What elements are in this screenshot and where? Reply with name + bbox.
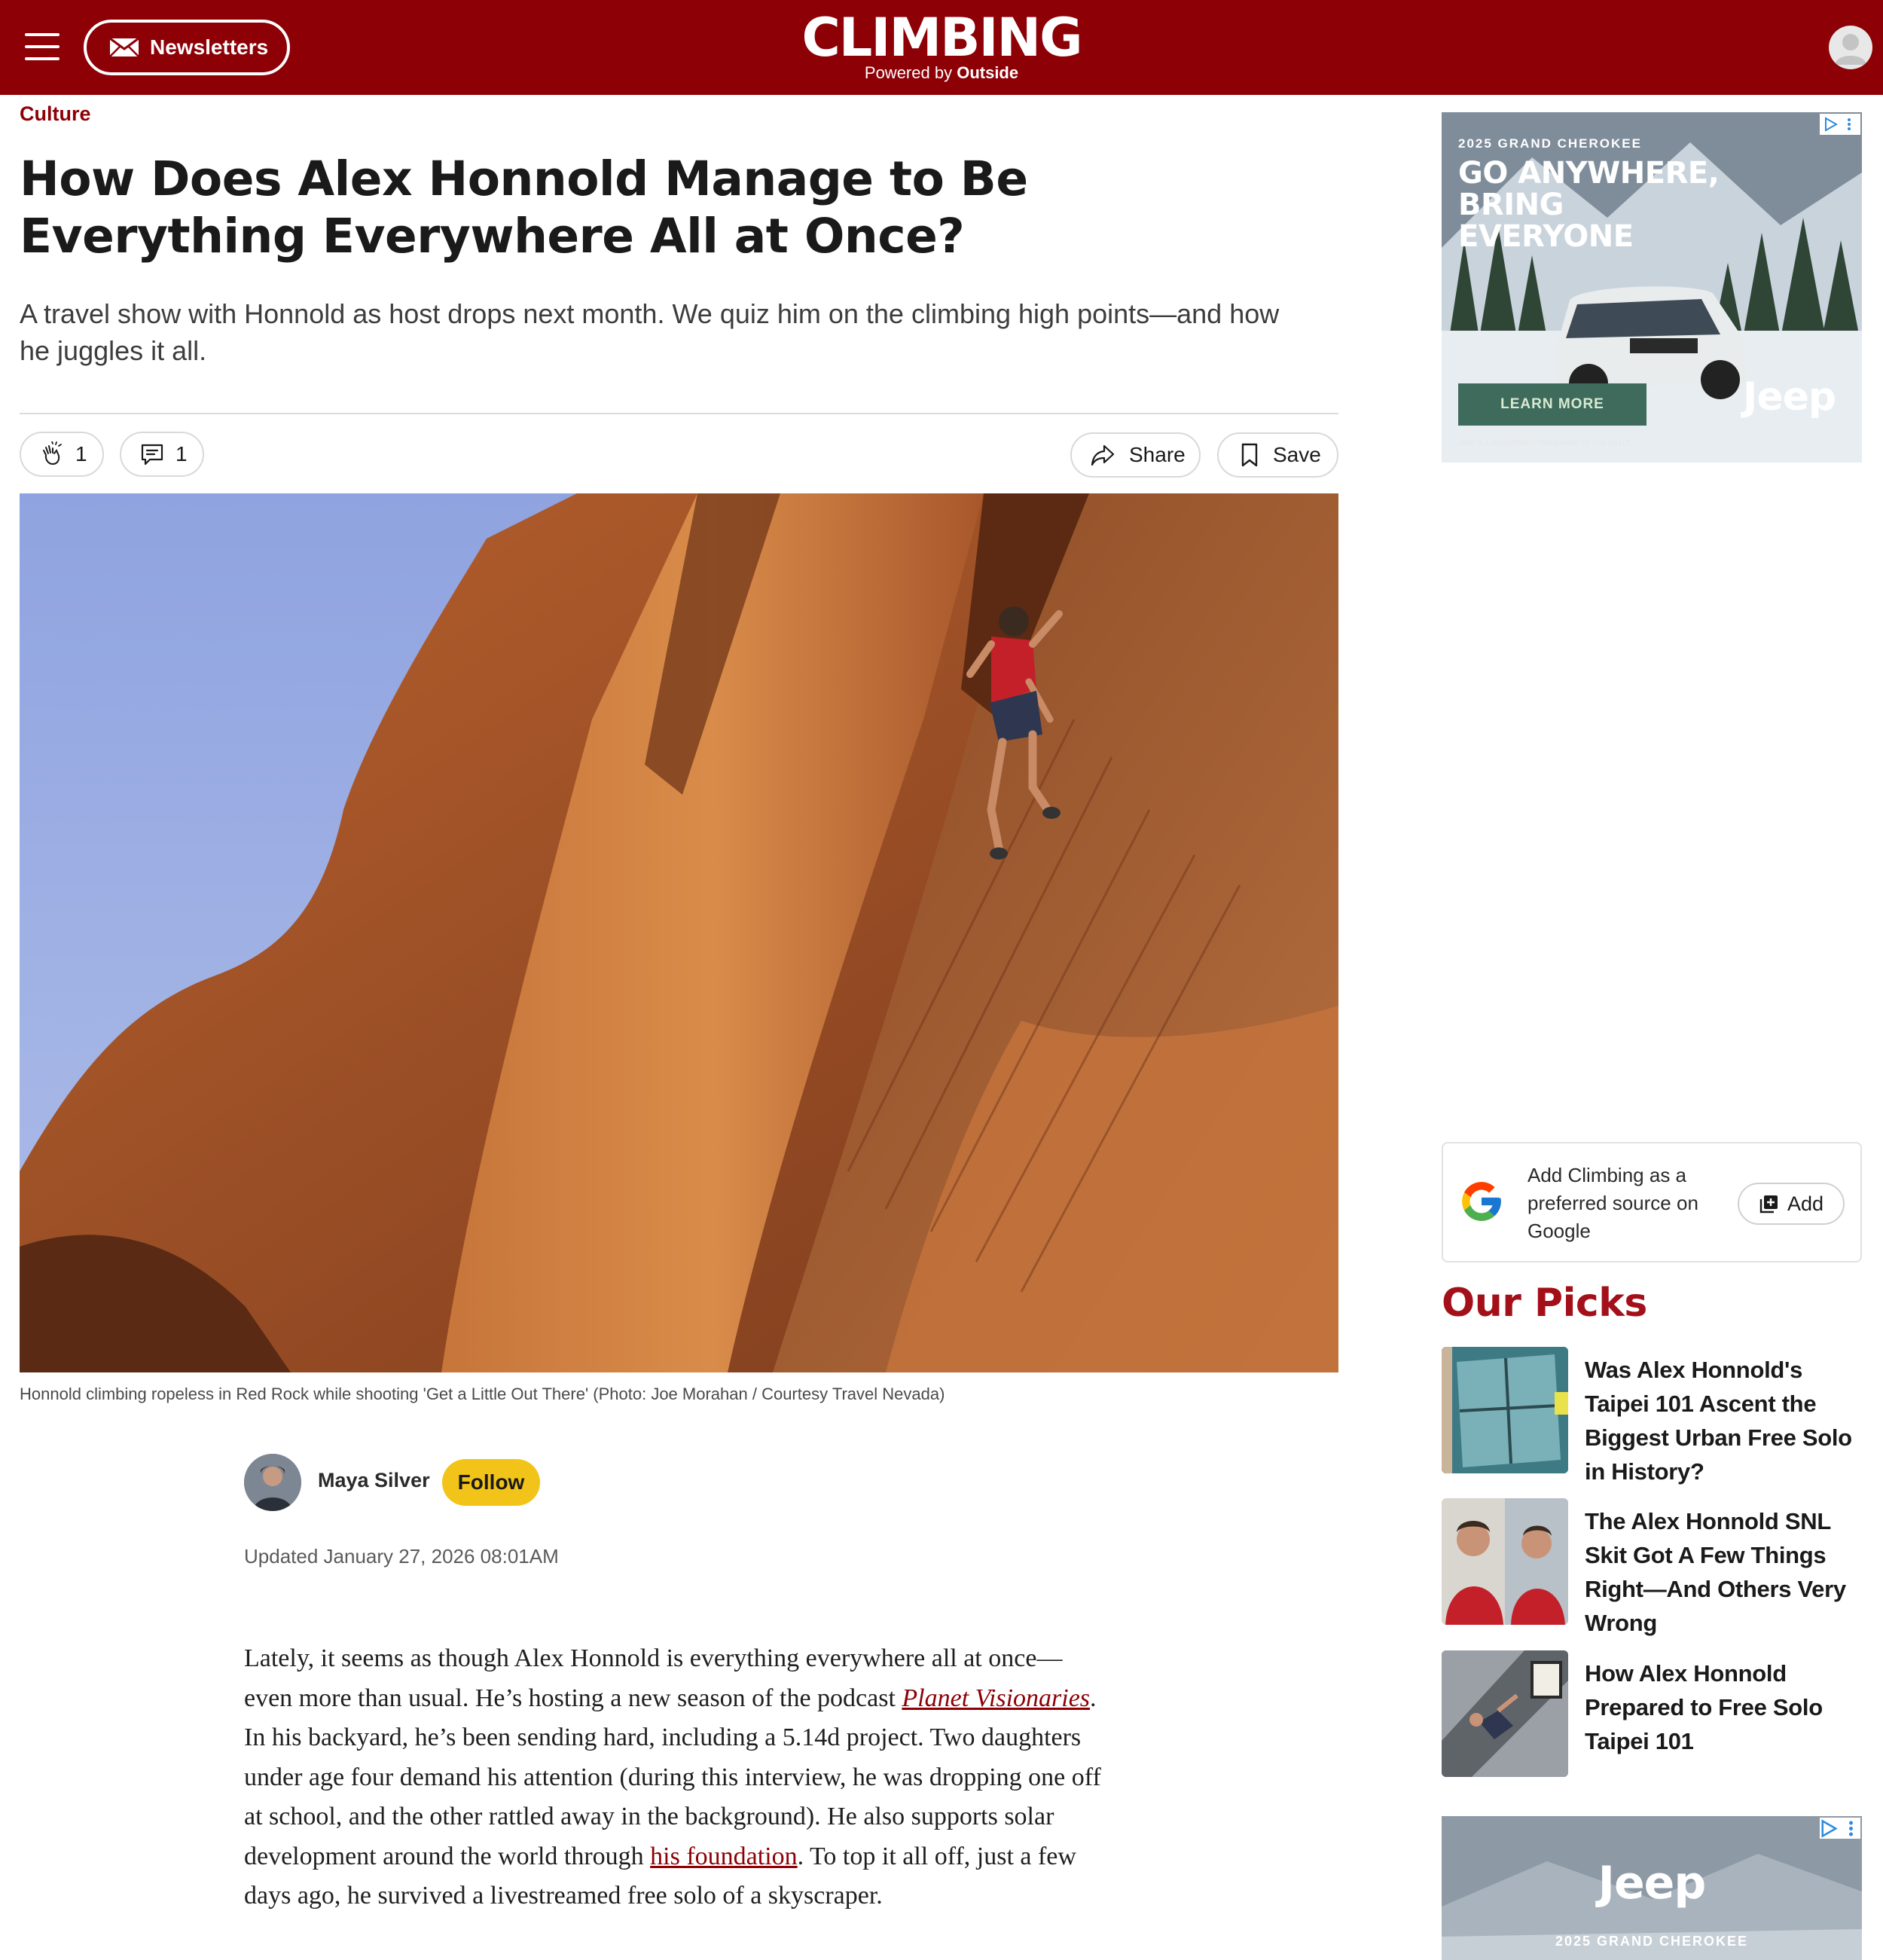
snl-photo-icon [1442,1498,1568,1625]
google-icon [1458,1178,1505,1225]
clap-icon [39,441,65,467]
ad2-model: 2025 GRAND CHEROKEE [1555,1934,1749,1949]
follow-button[interactable]: Follow [442,1459,540,1506]
ad-headline: GO ANYWHERE, BRING EVERYONE [1458,156,1720,254]
ad-choices-icon [1820,1816,1839,1900]
pick-thumbnail [1442,1650,1568,1777]
save-button[interactable] [1217,432,1338,478]
share-button[interactable] [1070,432,1201,478]
more-options-icon [1842,1816,1860,1900]
climber-photo-icon [20,493,1338,1372]
comments-button[interactable] [120,432,204,477]
add-source-icon [1759,1193,1780,1214]
site-logo[interactable] [791,8,1092,83]
google-add-label: Add [1787,1192,1824,1215]
clap-button[interactable] [20,432,104,477]
image-caption: Honnold climbing ropeless in Red Rock while shooting 'Get a Little Out There' (Photo: Joe Morahan / Courtesy Travel Nevada) [20,1385,945,1403]
ad-choices-icon [1823,117,1839,132]
pick-title[interactable]: How Alex Honnold Prepared to Free Solo Taipei 101 [1585,1660,1823,1754]
ad2-choices-button[interactable] [1820,1818,1860,1839]
share-icon [1090,442,1115,468]
ad-model: 2025 GRAND CHEROKEE [1458,136,1642,151]
clap-count: 1 [75,442,87,466]
foundation-link[interactable]: his foundation [650,1842,798,1870]
share-label: Share [1129,443,1186,466]
pick-thumbnail [1442,1498,1568,1625]
article-headline: How Does Alex Honnold Manage to Be Everything Everywhere All at Once? [20,151,1028,264]
pick-title[interactable]: The Alex Honnold SNL Skit Got A Few Things Right—And Others Very Wrong [1585,1508,1846,1636]
author-name[interactable]: Maya Silver [318,1469,430,1491]
author-avatar[interactable] [244,1454,301,1511]
body-text-segment: . To top it all off, just a few days ago, he survived a livestreamed free solo of a skyscraper. [244,1842,1076,1910]
hero-image [20,493,1338,1372]
jeep-ad[interactable] [1442,112,1862,463]
site-header [0,0,1883,95]
envelope-icon [109,37,139,58]
comment-icon [139,441,165,467]
ad2-brand: Jeep [1598,1857,1706,1910]
logo-wordmark: CLIMBING [801,7,1082,69]
updated-date: Updated January 27, 2026 08:01AM [244,1545,559,1568]
newsletters-button[interactable] [84,20,290,75]
newsletters-label: Newsletters [150,35,269,59]
body-text-segment: . In his backyard, he’s been sending hard, including a 5.14d project. Two daughters under age four demand his attention (during this interview, he was dropping one off at school, and the other rattled away in the background). He also supports solar development around the world through [244,1684,1101,1870]
ad-brand: Jeep [1743,374,1836,420]
article-body-paragraph [244,1639,1110,1916]
ad-learn-more-button[interactable]: LEARN MORE [1458,383,1646,426]
logo-tagline-brand: Outside [957,63,1019,82]
skyscraper-photo-icon [1442,1347,1568,1473]
divider [20,413,1338,414]
training-wall-photo-icon [1442,1650,1568,1777]
planet-visionaries-link[interactable]: Planet Visionaries [902,1684,1091,1712]
body-text-segment: Lately, it seems as though Alex Honnold is everything everywhere all at once—even more than usual. He’s hosting a new season of the podcast [244,1644,1063,1712]
jeep-ad-2[interactable] [1442,1816,1862,1960]
save-label: Save [1273,443,1321,466]
article-dek: A travel show with Honnold as host drops next month. We quiz him on the climbing high points—and how he juggles it all. [20,298,1280,366]
menu-icon[interactable] [25,33,60,60]
pick-title[interactable]: Was Alex Honnold's Taipei 101 Ascent the Biggest Urban Free Solo in History? [1585,1357,1852,1485]
account-button[interactable] [1829,26,1872,69]
comment-count: 1 [175,442,188,466]
author-photo-icon [244,1454,301,1511]
bookmark-icon [1237,442,1262,468]
user-icon [1829,26,1872,69]
ad-content [1442,112,1862,463]
more-options-icon [1842,117,1857,132]
pick-thumbnail [1442,1347,1568,1473]
our-picks-heading: Our Picks [1442,1281,1647,1326]
ad-fine-print: JEEP IS A REGISTERED TRADEMARK OF FCA US LLC [1458,439,1631,447]
logo-tagline-prefix: Powered by [864,63,953,82]
google-preferred-source-card [1442,1142,1862,1262]
article-category[interactable]: Culture [20,102,91,125]
ad-choices-button[interactable] [1820,114,1860,135]
google-add-button[interactable] [1738,1183,1845,1225]
google-card-text: Add Climbing as a preferred source on Google [1527,1164,1698,1242]
